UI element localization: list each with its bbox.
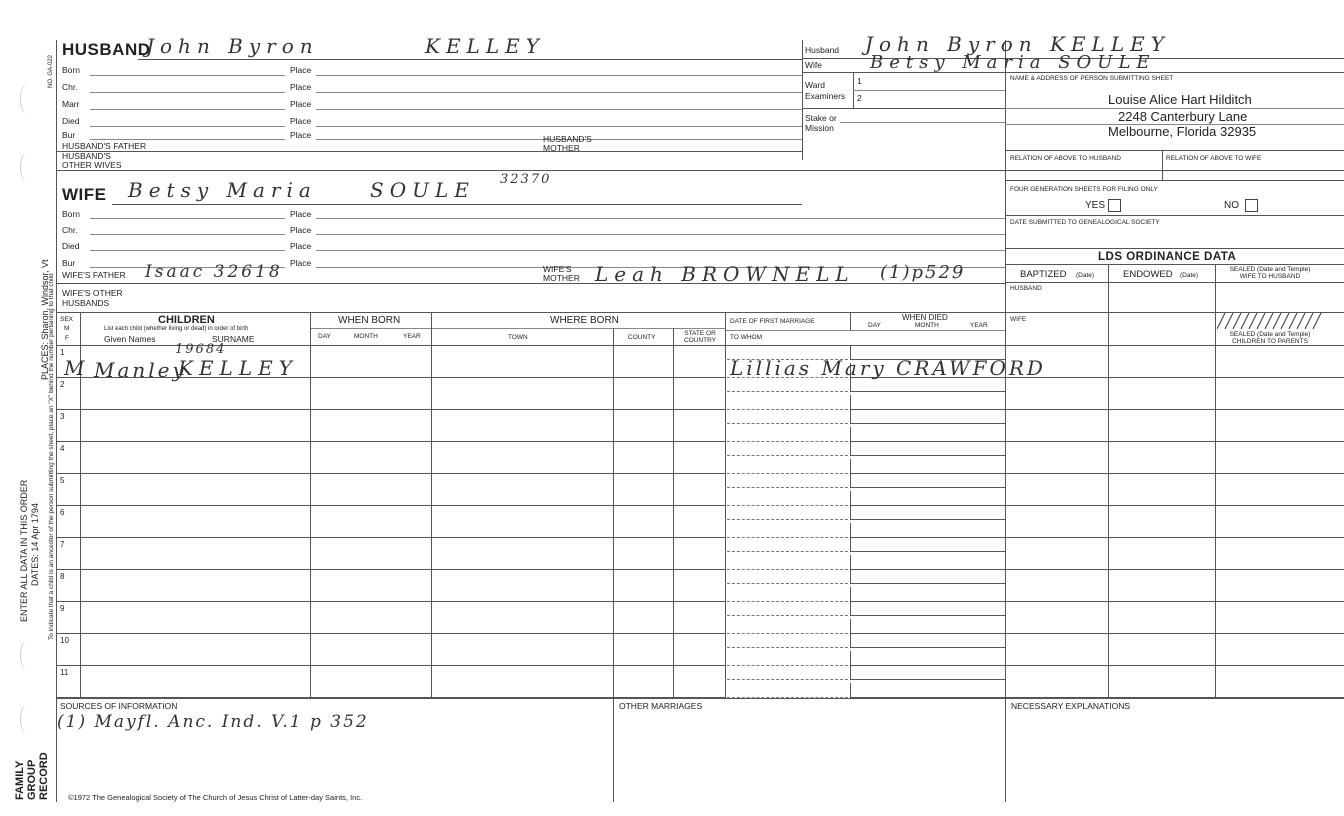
town-header: TOWN	[508, 334, 528, 341]
wife-title: WIFE	[62, 185, 107, 204]
child-row-number: 3	[60, 412, 65, 421]
lds-baptized-date: (Date)	[1076, 272, 1095, 279]
children-header: CHILDREN	[158, 314, 215, 326]
relation-husband-label: RELATION OF ABOVE TO HUSBAND	[1010, 155, 1121, 162]
examiner-1: 1	[857, 76, 862, 86]
sidebar-indicate: To indicate that a child is an ancestor of the person submitting the sheet, place an "X" behind the number pertaining to that child	[48, 273, 55, 640]
wife-note: 32370	[500, 172, 552, 187]
punch-hole	[20, 152, 35, 182]
sources-value: (1) Mayfl. Anc. Ind. V.1 p 352	[57, 712, 369, 732]
examiner-2: 2	[857, 93, 862, 103]
born-day-header: DAY	[318, 333, 331, 340]
child-row-number: 10	[60, 636, 69, 645]
sidebar-dates: DATES: 14 Apr 1794	[30, 503, 40, 586]
wife-father-label: WIFE'S FATHER	[62, 270, 126, 280]
submitter-name: Louise Alice Hart Hilditch	[1108, 92, 1252, 107]
sidebar-family: FAMILY	[14, 760, 26, 800]
lds-baptized: BAPTIZED	[1020, 269, 1067, 280]
given-names-header: Given Names	[104, 334, 156, 344]
no-checkbox[interactable]	[1245, 199, 1258, 212]
wife-chr-label: Chr.	[62, 225, 78, 235]
submitter-street: 2248 Canterbury Lane	[1118, 109, 1248, 124]
husband-bur-label: Bur	[62, 130, 76, 140]
header-wife-value: Betsy Maria SOULE	[870, 52, 1156, 73]
wife-surname: SOULE	[370, 178, 475, 202]
husband-place-label: Place	[290, 65, 312, 75]
lds-endowed: ENDOWED	[1123, 269, 1173, 280]
header-wife-label: Wife	[805, 60, 822, 70]
examiners-label: Examiners	[805, 91, 846, 101]
submitter-city: Melbourne, Florida 32935	[1108, 124, 1257, 139]
husband-born-label: Born	[62, 65, 80, 75]
child-row-number: 2	[60, 380, 65, 389]
wife-father-value: Isaac 32618	[145, 262, 283, 282]
died-year-header: YEAR	[970, 322, 988, 329]
ward-label: Ward	[805, 80, 825, 90]
lds-husband-label: HUSBAND	[1010, 285, 1042, 292]
husband-marr-label: Marr	[62, 99, 80, 109]
wife-mother-label: WIFE'S MOTHER	[543, 264, 580, 283]
child-1-given: Manley	[94, 358, 187, 382]
wife-born-label: Born	[62, 209, 80, 219]
child-1-surname: KELLEY	[178, 356, 298, 380]
sources-label: SOURCES OF INFORMATION	[60, 701, 178, 711]
necessary-label: NECESSARY EXPLANATIONS	[1011, 701, 1131, 711]
four-gen-no-label: NO	[1224, 200, 1239, 211]
child-1-note: 19684	[175, 342, 227, 357]
lds-wife-label: WIFE	[1010, 316, 1027, 323]
other-marriages-label: OTHER MARRIAGES	[619, 701, 703, 711]
wife-place-label: Place	[290, 258, 312, 268]
husband-place-label: Place	[290, 82, 312, 92]
to-whom-header: TO WHOM	[730, 334, 763, 341]
husband-died-label: Died	[62, 116, 80, 126]
child-row-number: 11	[60, 668, 69, 677]
child-row-number: 8	[60, 572, 65, 581]
header-husband-label: Husband	[805, 45, 840, 55]
husband-given-name: John Byron	[146, 34, 319, 58]
header-husband-value: John Byron KELLEY	[865, 32, 1170, 56]
wife-died-label: Died	[62, 241, 80, 251]
husband-place-label: Place	[290, 130, 312, 140]
lds-sealed-wife: SEALED (Date and Temple) WIFE TO HUSBAND	[1229, 266, 1311, 280]
county-header: COUNTY	[628, 334, 656, 341]
husband-mother-label: HUSBAND'S MOTHER	[543, 134, 592, 153]
husband-place-label: Place	[290, 99, 312, 109]
sex-f-header: F	[65, 335, 69, 342]
died-day-header: DAY	[868, 322, 881, 329]
husband-title: HUSBAND	[62, 40, 151, 59]
child-row-number: 5	[60, 476, 65, 485]
punch-hole	[20, 84, 35, 114]
wife-place-label: Place	[290, 209, 312, 219]
child-row-number: 9	[60, 604, 65, 613]
relation-wife-label: RELATION OF ABOVE TO WIFE	[1166, 155, 1262, 162]
form-id: NO. GA-022	[48, 54, 54, 88]
wife-mother-ref: (1)p529	[880, 262, 966, 283]
wife-place-label: Place	[290, 225, 312, 235]
child-1-spouse: Lillias Mary CRAWFORD	[730, 356, 1046, 380]
first-marriage-header: DATE OF FIRST MARRIAGE	[730, 318, 815, 325]
child-row-number: 4	[60, 444, 65, 453]
wife-place-label: Place	[290, 241, 312, 251]
punch-hole	[20, 704, 35, 734]
husband-surname: KELLEY	[425, 34, 545, 58]
child-1-sex: M	[64, 356, 86, 380]
sex-header: SEX	[60, 316, 74, 323]
punch-hole	[20, 640, 35, 670]
lds-sealed-children: SEALED (Date and Temple) CHILDREN TO PARENTS	[1229, 331, 1311, 345]
lds-title: LDS ORDINANCE DATA	[1098, 251, 1237, 263]
child-row-number: 7	[60, 540, 65, 549]
born-year-header: YEAR	[403, 333, 421, 340]
husband-chr-label: Chr.	[62, 82, 78, 92]
state-header: STATE OR COUNTRY	[683, 330, 717, 344]
when-died-header: WHEN DIED	[902, 313, 948, 322]
husband-father-label: HUSBAND'S FATHER	[62, 141, 147, 151]
sidebar-group: GROUP	[26, 759, 38, 800]
husband-place-label: Place	[290, 116, 312, 126]
children-note: List each child (whether living or dead) in order of birth	[104, 326, 249, 332]
wife-other-husbands-label: WIFE'S OTHER HUSBANDS	[62, 288, 123, 308]
where-born-header: WHERE BORN	[550, 315, 619, 326]
date-submitted-label: DATE SUBMITTED TO GENEALOGICAL SOCIETY	[1010, 219, 1160, 226]
copyright: ©1972 The Genealogical Society of The Church of Jesus Christ of Latter-day Saints, Inc.	[68, 793, 363, 802]
sidebar-places: PLACES: Sharon, Windsor, Vt	[40, 259, 50, 380]
sex-m-header: M	[64, 325, 70, 332]
died-month-header: MONTH	[915, 322, 939, 329]
wife-bur-label: Bur	[62, 258, 76, 268]
four-gen-yes-label: YES	[1085, 200, 1106, 211]
stake-label: Stake or Mission	[805, 113, 837, 133]
wife-mother-value: Leah BROWNELL	[595, 262, 855, 286]
child-row-number: 6	[60, 508, 65, 517]
surname-header: SURNAME	[212, 334, 255, 344]
when-born-header: WHEN BORN	[338, 315, 401, 326]
lds-endowed-date: (Date)	[1180, 272, 1199, 279]
hatch-pattern	[1217, 313, 1327, 330]
husband-other-wives-label: HUSBAND'S OTHER WIVES	[62, 151, 122, 170]
sidebar-record: RECORD	[38, 752, 50, 800]
sidebar-enter-all: ENTER ALL DATA IN THIS ORDER	[19, 479, 29, 622]
born-month-header: MONTH	[354, 333, 378, 340]
child-row-number: 1	[60, 348, 65, 357]
wife-given-name: Betsy Maria	[128, 178, 317, 202]
four-gen-label: FOUR GENERATION SHEETS FOR FILING ONLY	[1010, 186, 1158, 193]
submitter-label: NAME & ADDRESS OF PERSON SUBMITTING SHEET	[1010, 75, 1174, 82]
yes-checkbox[interactable]	[1108, 199, 1121, 212]
